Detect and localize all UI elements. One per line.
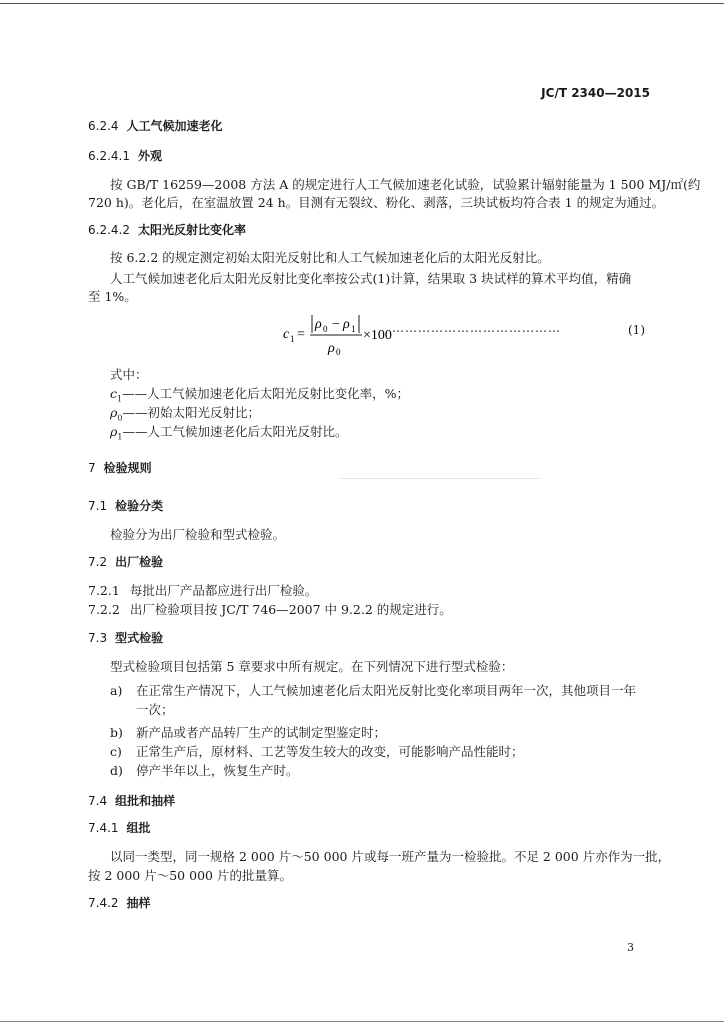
- heading-7-2: [88, 556, 163, 570]
- heading-number: 7.4: [88, 794, 108, 808]
- symbol: c: [110, 386, 118, 401]
- list-marker: b): [110, 725, 123, 740]
- where-item-c1: [110, 387, 409, 404]
- paragraph-reflectance-method: 按 6.2.2 的规定测定初始太阳光反射比和人工气候加速老化后的太阳光反射比。: [110, 250, 550, 265]
- page-number: 3: [627, 941, 634, 954]
- heading-number: 6.2.4: [88, 119, 119, 133]
- heading-6-2-4-1: [88, 150, 162, 164]
- list-text: 停产半年以上，恢复生产时。: [136, 763, 299, 778]
- denominator-rho-subscript: 0: [336, 347, 341, 357]
- list-item-a-continued: 一次；: [136, 702, 174, 717]
- heading-title: 抽样: [126, 896, 151, 910]
- clause-number: 7.2.2: [88, 602, 120, 617]
- numerator-rho-subscript: 0: [323, 324, 328, 334]
- heading-7-4-1: [88, 822, 151, 836]
- formula-lhs-subscript: 1: [290, 334, 295, 344]
- heading-title: 太阳光反射比变化率: [137, 223, 246, 237]
- paragraph-batching-line-2: 按 2 000 片～50 000 片的批量算。: [88, 868, 292, 883]
- definition: ——人工气候加速老化后太阳光反射比。: [122, 424, 348, 439]
- clause-number: 7.2.1: [88, 583, 120, 598]
- formula-leader-dots: …………………………………: [392, 321, 561, 335]
- heading-number: 7.4.1: [88, 821, 119, 835]
- heading-number: 7.3: [88, 631, 108, 645]
- numerator-minus: −: [332, 317, 340, 332]
- symbol: ρ: [110, 424, 118, 439]
- formula-times-100: ×100: [363, 328, 392, 343]
- list-marker: a): [110, 683, 123, 698]
- clause-text: 每批出厂产品都应进行出厂检验。: [129, 583, 318, 598]
- numerator-rho-2: ρ: [343, 317, 350, 332]
- clause-7-2-1: [88, 584, 317, 598]
- heading-7-4-2: [88, 897, 151, 911]
- numerator-rho: ρ: [315, 317, 322, 332]
- heading-title: 出厂检验: [115, 555, 164, 569]
- formula-equals: =: [297, 327, 305, 342]
- scan-smudge: [340, 478, 540, 479]
- list-text: 在正常生产情况下，人工气候加速老化后太阳光反射比变化率项目两年一次，其他项目一年: [136, 683, 637, 698]
- heading-7: [88, 462, 152, 476]
- paragraph-reflectance-calc-line-2: 至 1%。: [88, 289, 137, 304]
- paragraph-batching-line-1: 以同一类型，同一规格 2 000 片～50 000 片或每一班产量为一检验批。不足 2 000 片亦作为一批，: [110, 849, 671, 864]
- list-text: 正常生产后，原材料、工艺等发生较大的改变，可能影响产品性能时；: [136, 744, 524, 759]
- heading-title: 组批: [126, 821, 151, 835]
- heading-title: 外观: [137, 149, 162, 163]
- list-item-c: [110, 745, 524, 759]
- heading-number: 7: [88, 461, 96, 475]
- heading-7-4: [88, 795, 175, 809]
- bottom-scan-edge: [0, 1021, 724, 1022]
- symbol-subscript: 1: [117, 394, 123, 404]
- paragraph-classification: 检验分为出厂检验和型式检验。: [110, 527, 286, 542]
- symbol-subscript: 1: [117, 432, 123, 442]
- heading-6-2-4: [88, 120, 223, 134]
- heading-7-3: [88, 632, 163, 646]
- heading-title: 人工气候加速老化: [126, 119, 223, 133]
- heading-6-2-4-2: [88, 224, 246, 238]
- heading-7-1: [88, 500, 163, 514]
- definition: ——人工气候加速老化后太阳光反射比变化率，%；: [122, 386, 409, 401]
- where-item-rho1: [110, 425, 347, 442]
- heading-number: 7.2: [88, 555, 108, 569]
- symbol-subscript: 0: [117, 413, 123, 423]
- denominator-rho: ρ: [328, 341, 335, 356]
- top-scan-edge: [0, 3, 724, 4]
- paragraph-appearance-line-2: 720 h)。老化后，在室温放置 24 h。目测有无裂纹、粉化、剥落，三块试板均符合表 1 的规定为通过。: [88, 195, 665, 210]
- list-item-d: [110, 764, 299, 778]
- paragraph-type-inspection: 型式检验项目包括第 5 章要求中所有规定。在下列情况下进行型式检验：: [110, 659, 514, 674]
- heading-title: 检验分类: [115, 499, 164, 513]
- heading-number: 6.2.4.1: [88, 149, 130, 163]
- heading-number: 7.4.2: [88, 896, 119, 910]
- list-item-b: [110, 726, 386, 740]
- heading-title: 检验规则: [103, 461, 152, 475]
- list-marker: d): [110, 763, 123, 778]
- paragraph-appearance-line-1: 按 GB/T 16259—2008 方法 A 的规定进行人工气候加速老化试验，试验累计辐射能量为 1 500 MJ/㎡(约: [110, 177, 701, 192]
- list-text: 新产品或者产品转厂生产的试制定型鉴定时；: [136, 725, 387, 740]
- list-item-a: [110, 684, 636, 698]
- numerator-rho-2-subscript: 1: [351, 324, 356, 334]
- formula-lhs: c: [283, 327, 290, 342]
- paragraph-reflectance-calc-line-1: 人工气候加速老化后太阳光反射比变化率按公式(1)计算，结果取 3 块试样的算术平均值，精确: [110, 271, 632, 286]
- standard-code-header: JC/T 2340—2015: [541, 86, 650, 100]
- clause-text: 出厂检验项目按 JC/T 746—2007 中 9.2.2 的规定进行。: [129, 602, 452, 617]
- heading-number: 6.2.4.2: [88, 223, 130, 237]
- heading-title: 型式检验: [115, 631, 164, 645]
- where-label: 式中：: [110, 367, 148, 382]
- heading-title: 组批和抽样: [115, 794, 176, 808]
- clause-7-2-2: [88, 603, 452, 617]
- definition: ——初始太阳光反射比；: [122, 405, 260, 420]
- where-item-rho0: [110, 406, 260, 423]
- formula-number: (1): [628, 323, 645, 337]
- heading-number: 7.1: [88, 499, 108, 513]
- list-marker: c): [110, 744, 122, 759]
- symbol: ρ: [110, 405, 118, 420]
